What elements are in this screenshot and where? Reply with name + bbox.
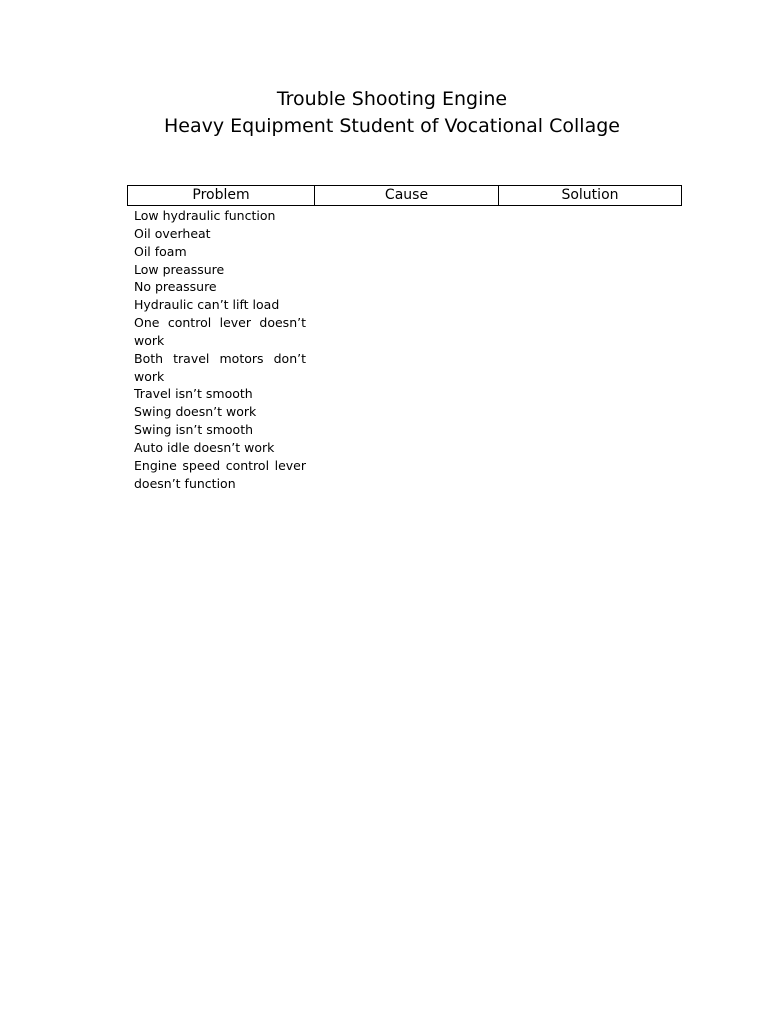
problem-item: Auto idle doesn’t work bbox=[134, 439, 275, 455]
document-subtitle: Heavy Equipment Student of Vocational Collage bbox=[164, 115, 620, 137]
header-cause: Cause bbox=[315, 186, 499, 205]
problem-item: Both travel motors don’t work bbox=[134, 350, 306, 384]
problem-item: Swing doesn’t work bbox=[134, 404, 257, 420]
problem-item: Engine speed control lever doesn’t function bbox=[134, 457, 306, 491]
problem-item: Swing isn’t smooth bbox=[134, 422, 254, 438]
problem-item: Low hydraulic function bbox=[134, 208, 276, 223]
document-title: Trouble Shooting Engine bbox=[276, 88, 508, 110]
problem-item: Oil foam bbox=[134, 243, 187, 259]
table-header-row bbox=[127, 185, 682, 206]
problem-list bbox=[134, 207, 306, 493]
problem-item: No preassure bbox=[134, 279, 217, 295]
troubleshooting-table bbox=[127, 185, 682, 491]
problem-item: Travel isn’t smooth bbox=[134, 386, 253, 402]
problem-item: Hydraulic can’t lift load bbox=[134, 297, 280, 313]
problem-item: Oil overheat bbox=[134, 225, 211, 241]
title-block bbox=[0, 86, 768, 140]
problem-item: One control lever doesn’t work bbox=[134, 315, 306, 348]
header-problem: Problem bbox=[128, 186, 315, 205]
problem-item: Low preassure bbox=[134, 261, 225, 277]
header-solution: Solution bbox=[561, 187, 619, 203]
